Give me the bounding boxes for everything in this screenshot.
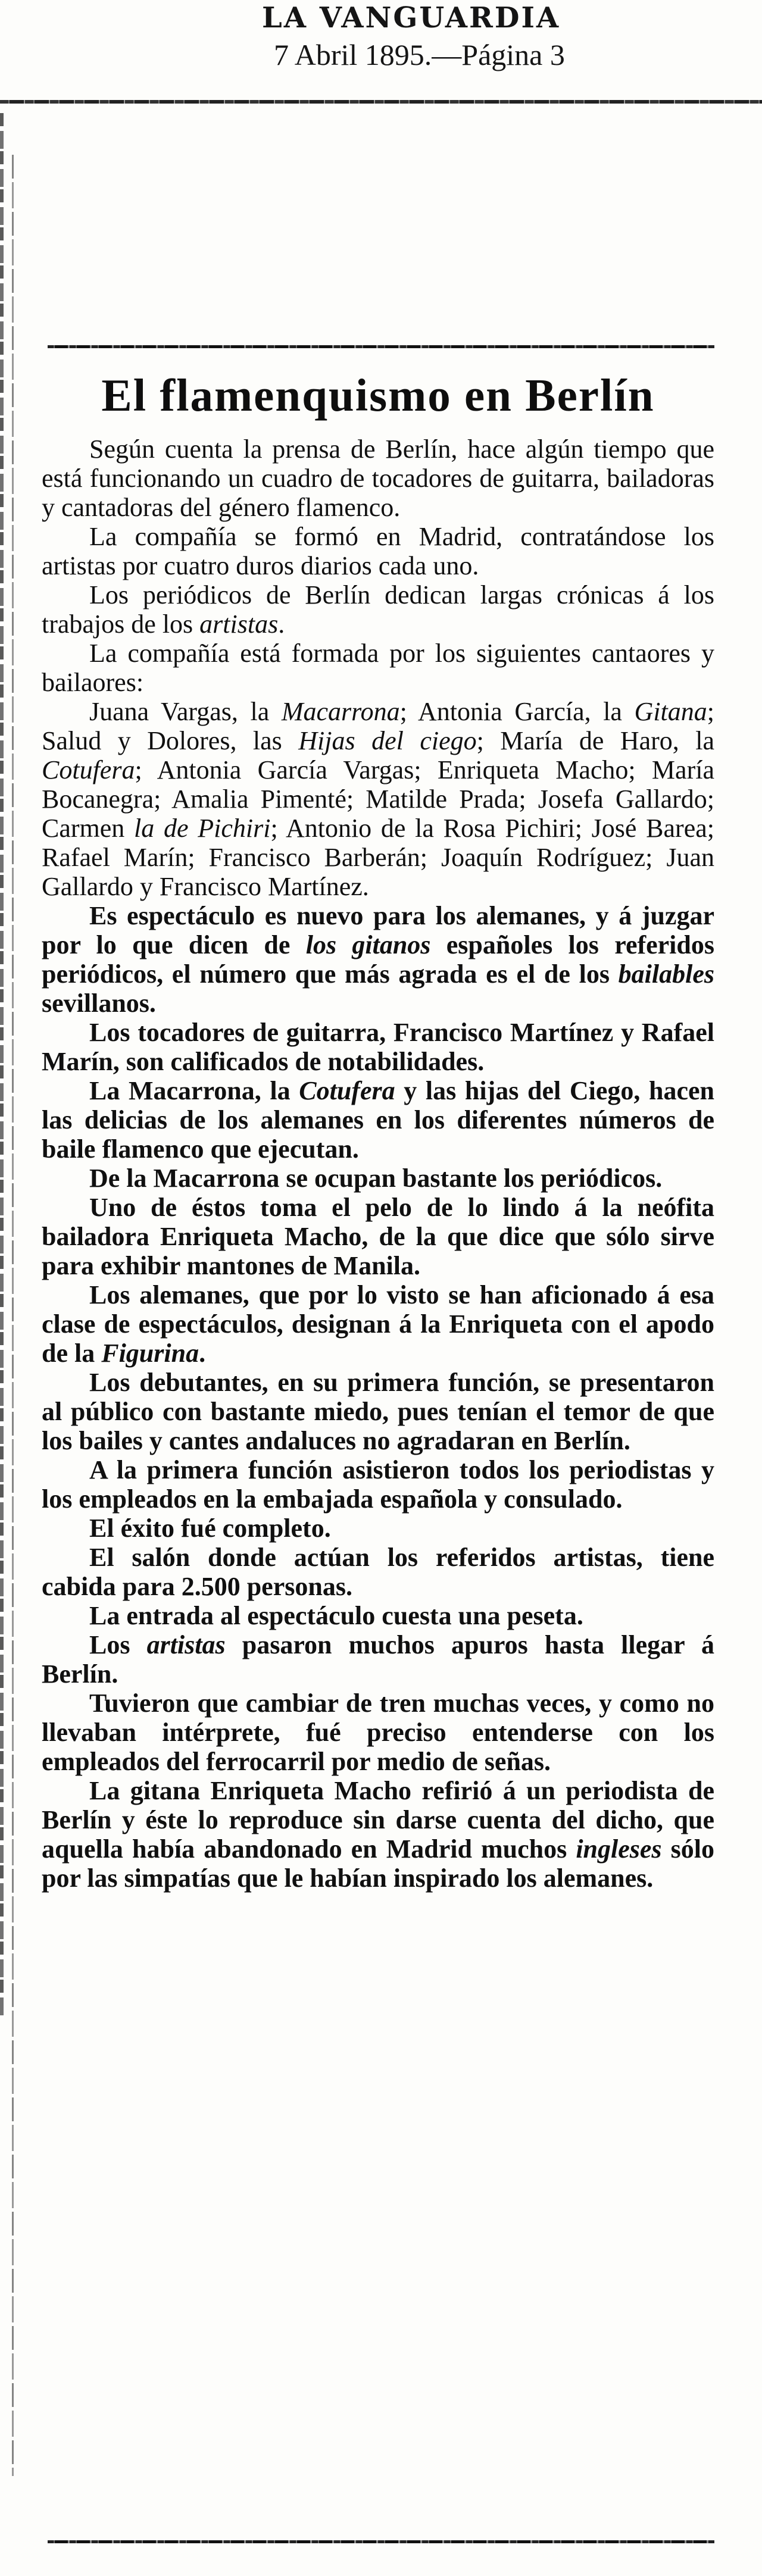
text-run: El salón donde actúan los referidos artistas, tiene cabida para 2.500 personas.	[42, 1543, 714, 1601]
text-run: ; María de Haro, la	[476, 726, 715, 755]
article-paragraph	[42, 1543, 714, 1601]
article-paragraph	[42, 1018, 714, 1076]
text-run: Los alemanes, que por lo visto se han aficionado á esa clase de espectáculos, designan á la Enriqueta con el apodo de la	[42, 1280, 714, 1368]
text-run: pasaron muchos apuros hasta llegar á Berlín.	[42, 1630, 714, 1689]
article-paragraph	[42, 1514, 714, 1543]
page-header	[0, 0, 762, 119]
article-bottom-rule	[48, 2540, 714, 2543]
article-paragraph	[42, 1193, 714, 1280]
italic-text: los gitanos	[305, 930, 431, 959]
article	[42, 368, 714, 1893]
text-run: A la primera función asistieron todos los periodistas y los empleados en la embajada española y consulado.	[42, 1455, 714, 1514]
header-rule	[0, 100, 762, 104]
left-margin-rule-inner	[12, 155, 14, 2476]
article-paragraph	[42, 901, 714, 1018]
article-paragraph	[42, 1368, 714, 1455]
text-run: Es espectáculo es nuevo para los alemanes, y á juzgar por lo que dicen de	[42, 901, 714, 959]
italic-text: Figurina	[101, 1339, 199, 1368]
article-paragraph	[42, 1280, 714, 1368]
text-run: El éxito fué completo.	[89, 1514, 331, 1543]
text-run: Los tocadores de guitarra, Francisco Martínez y Rafael Marín, son calificados de notabilidades.	[42, 1018, 714, 1076]
article-paragraph	[42, 434, 714, 522]
left-margin-rule	[0, 113, 4, 2018]
article-headline: El flamenquismo en Berlín	[101, 370, 655, 421]
article-paragraph	[42, 1689, 714, 1776]
text-run: Juana Vargas, la	[89, 697, 282, 726]
text-run: ; Antonia García Vargas; Enriqueta Macho; María Bocanegra; Amalia Pimenté; Matilde Prada; Josefa Gallardo; Carmen	[42, 755, 714, 843]
text-run: Tuvieron que cambiar de tren muchas veces, y como no llevaban intérprete, fué preciso entenderse con los empleados del ferrocarril por medio de señas.	[42, 1689, 714, 1776]
article-paragraph	[42, 697, 714, 901]
text-run: La Macarrona, la	[89, 1076, 299, 1105]
text-run: sólo por las simpatías que le habían inspirado los alemanes.	[42, 1834, 714, 1893]
article-paragraph	[42, 522, 714, 580]
article-paragraph	[42, 1076, 714, 1164]
text-run: ; Antonio de la Rosa Pichiri; José Barea; Rafael Marín; Francisco Barberán; Joaquín Rodríguez; Juan Gallardo y Francisco Martínez.	[42, 814, 714, 901]
italic-text: Cotufera	[42, 755, 135, 784]
article-paragraph	[42, 580, 714, 639]
text-run: españoles los referidos periódicos, el número que más agrada es el de los	[42, 930, 715, 989]
article-paragraph	[42, 1601, 714, 1630]
italic-text: bailables	[618, 959, 714, 989]
text-run: La compañía está formada por los siguientes cantaores y bailaores:	[42, 639, 714, 697]
date-and-page-number: 7 Abril 1895.—Página 3	[274, 38, 565, 71]
text-run: La gitana Enriqueta Macho refirió á un periodista de Berlín y éste lo reproduce sin darse cuenta del dicho, que aquella había abandonado en Madrid muchos	[42, 1776, 714, 1864]
article-paragraph	[42, 1776, 714, 1893]
text-run: .	[278, 609, 285, 639]
italic-text: la de Pichiri	[134, 814, 271, 843]
newspaper-name: LA VANGUARDIA	[262, 1, 561, 35]
italic-text: Macarrona	[281, 697, 400, 726]
article-paragraph	[42, 639, 714, 697]
italic-text: artistas	[146, 1630, 226, 1659]
article-paragraph	[42, 1630, 714, 1689]
text-run: La entrada al espectáculo cuesta una peseta.	[89, 1601, 583, 1630]
article-top-rule	[48, 345, 714, 348]
text-run: Los periódicos de Berlín dedican largas crónicas á los trabajos de los	[42, 580, 714, 639]
text-run: Según cuenta la prensa de Berlín, hace algún tiempo que está funcionando un cuadro de tocadores de guitarra, bailadoras y cantadoras del género flamenco.	[42, 434, 714, 522]
article-paragraph	[42, 1455, 714, 1514]
text-run: La compañía se formó en Madrid, contratándose los artistas por cuatro duros diarios cada uno.	[42, 522, 714, 580]
italic-text: ingleses	[576, 1834, 662, 1864]
text-run: .	[199, 1339, 206, 1368]
text-run: y las hijas del Ciego, hacen las delicias de los alemanes en los diferentes números de baile flamenco que ejecutan.	[42, 1076, 714, 1164]
italic-text: Cotufera	[299, 1076, 395, 1105]
text-run: ; Salud y Dolores, las	[42, 697, 715, 755]
text-run: sevillanos.	[42, 989, 156, 1018]
text-run: Los debutantes, en su primera función, se presentaron al público con bastante miedo, pues tenían el temor de que los bailes y cantes andaluces no agradaran en Berlín.	[42, 1368, 714, 1455]
article-body	[42, 434, 714, 1893]
italic-text: artistas	[199, 609, 279, 639]
text-run: De la Macarrona se ocupan bastante los periódicos.	[89, 1164, 663, 1193]
text-run: Uno de éstos toma el pelo de lo lindo á la neófita bailadora Enriqueta Macho, de la que dice que sólo sirve para exhibir mantones de Manila.	[42, 1193, 714, 1280]
italic-text: Gitana	[634, 697, 707, 726]
article-paragraph	[42, 1164, 714, 1193]
text-run: Los	[89, 1630, 147, 1659]
italic-text: Hijas del ciego	[298, 726, 477, 755]
text-run: ; Antonia García, la	[399, 697, 635, 726]
